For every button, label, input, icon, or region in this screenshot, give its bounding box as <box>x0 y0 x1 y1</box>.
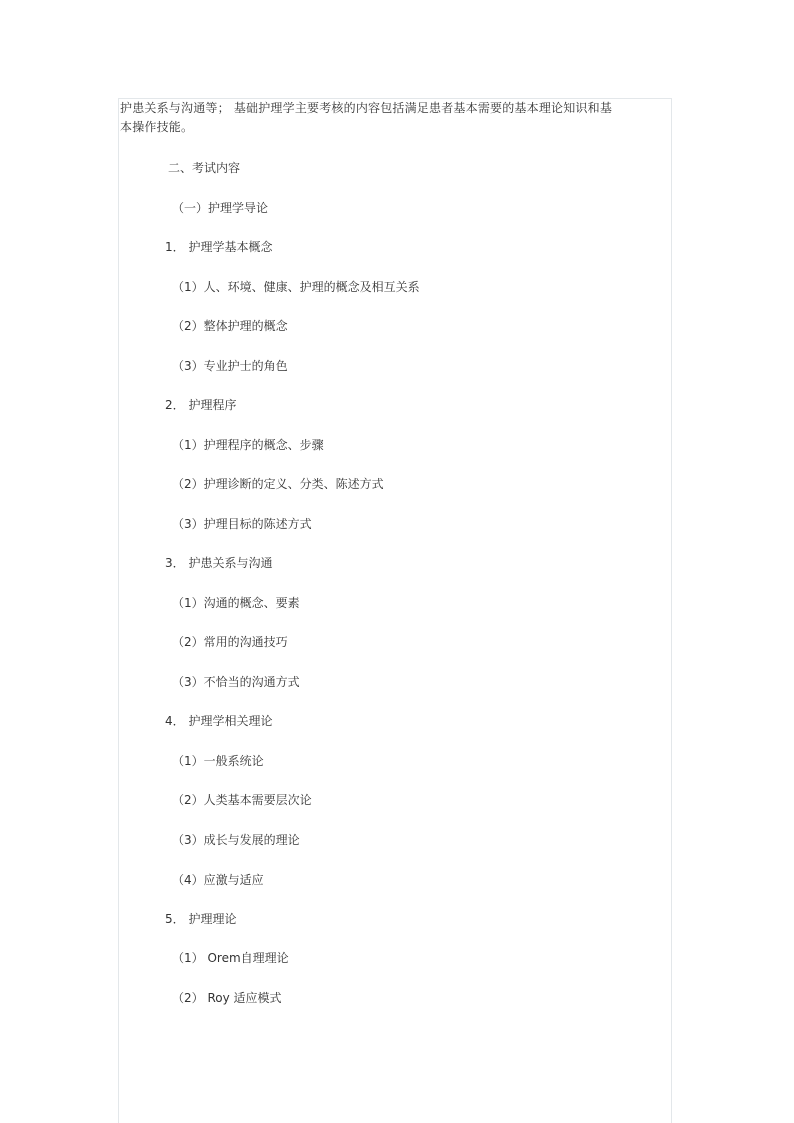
topic-heading: 3． 护患关系与沟通 <box>165 556 273 570</box>
outline-item: （1）一般系统论 <box>172 754 264 768</box>
outline-item: （1）护理程序的概念、步骤 <box>172 438 324 452</box>
intro-line-2: 本操作技能。 <box>120 120 194 134</box>
outline-item: （3）护理目标的陈述方式 <box>172 517 312 531</box>
outline-item: （2） Roy 适应模式 <box>172 991 282 1005</box>
topic-heading: 1． 护理学基本概念 <box>165 240 273 254</box>
intro-paragraph <box>120 99 660 137</box>
outline-item: （3）专业护士的角色 <box>172 359 288 373</box>
outline-item: （2）护理诊断的定义、分类、陈述方式 <box>172 477 384 491</box>
outline-item: （3）成长与发展的理论 <box>172 833 300 847</box>
outline-item: （2）人类基本需要层次论 <box>172 793 312 807</box>
subsection-heading: （一）护理学导论 <box>172 201 269 215</box>
topic-heading: 2． 护理程序 <box>165 398 237 412</box>
outline-item: （2）常用的沟通技巧 <box>172 635 288 649</box>
topic-heading: 5． 护理理论 <box>165 912 237 926</box>
outline-item: （2）整体护理的概念 <box>172 319 288 333</box>
intro-line-1: 护患关系与沟通等； 基础护理学主要考核的内容包括满足患者基本需要的基本理论知识和基 <box>120 101 613 115</box>
outline-item: （3）不恰当的沟通方式 <box>172 675 300 689</box>
section-heading-exam-content: 二、考试内容 <box>168 161 241 175</box>
topic-heading: 4． 护理学相关理论 <box>165 714 273 728</box>
outline-item: （4）应激与适应 <box>172 873 264 887</box>
outline-item: （1）人、环境、健康、护理的概念及相互关系 <box>172 280 420 294</box>
outline-item: （1）沟通的概念、要素 <box>172 596 300 610</box>
outline-item: （1） Orem自理理论 <box>172 951 289 965</box>
